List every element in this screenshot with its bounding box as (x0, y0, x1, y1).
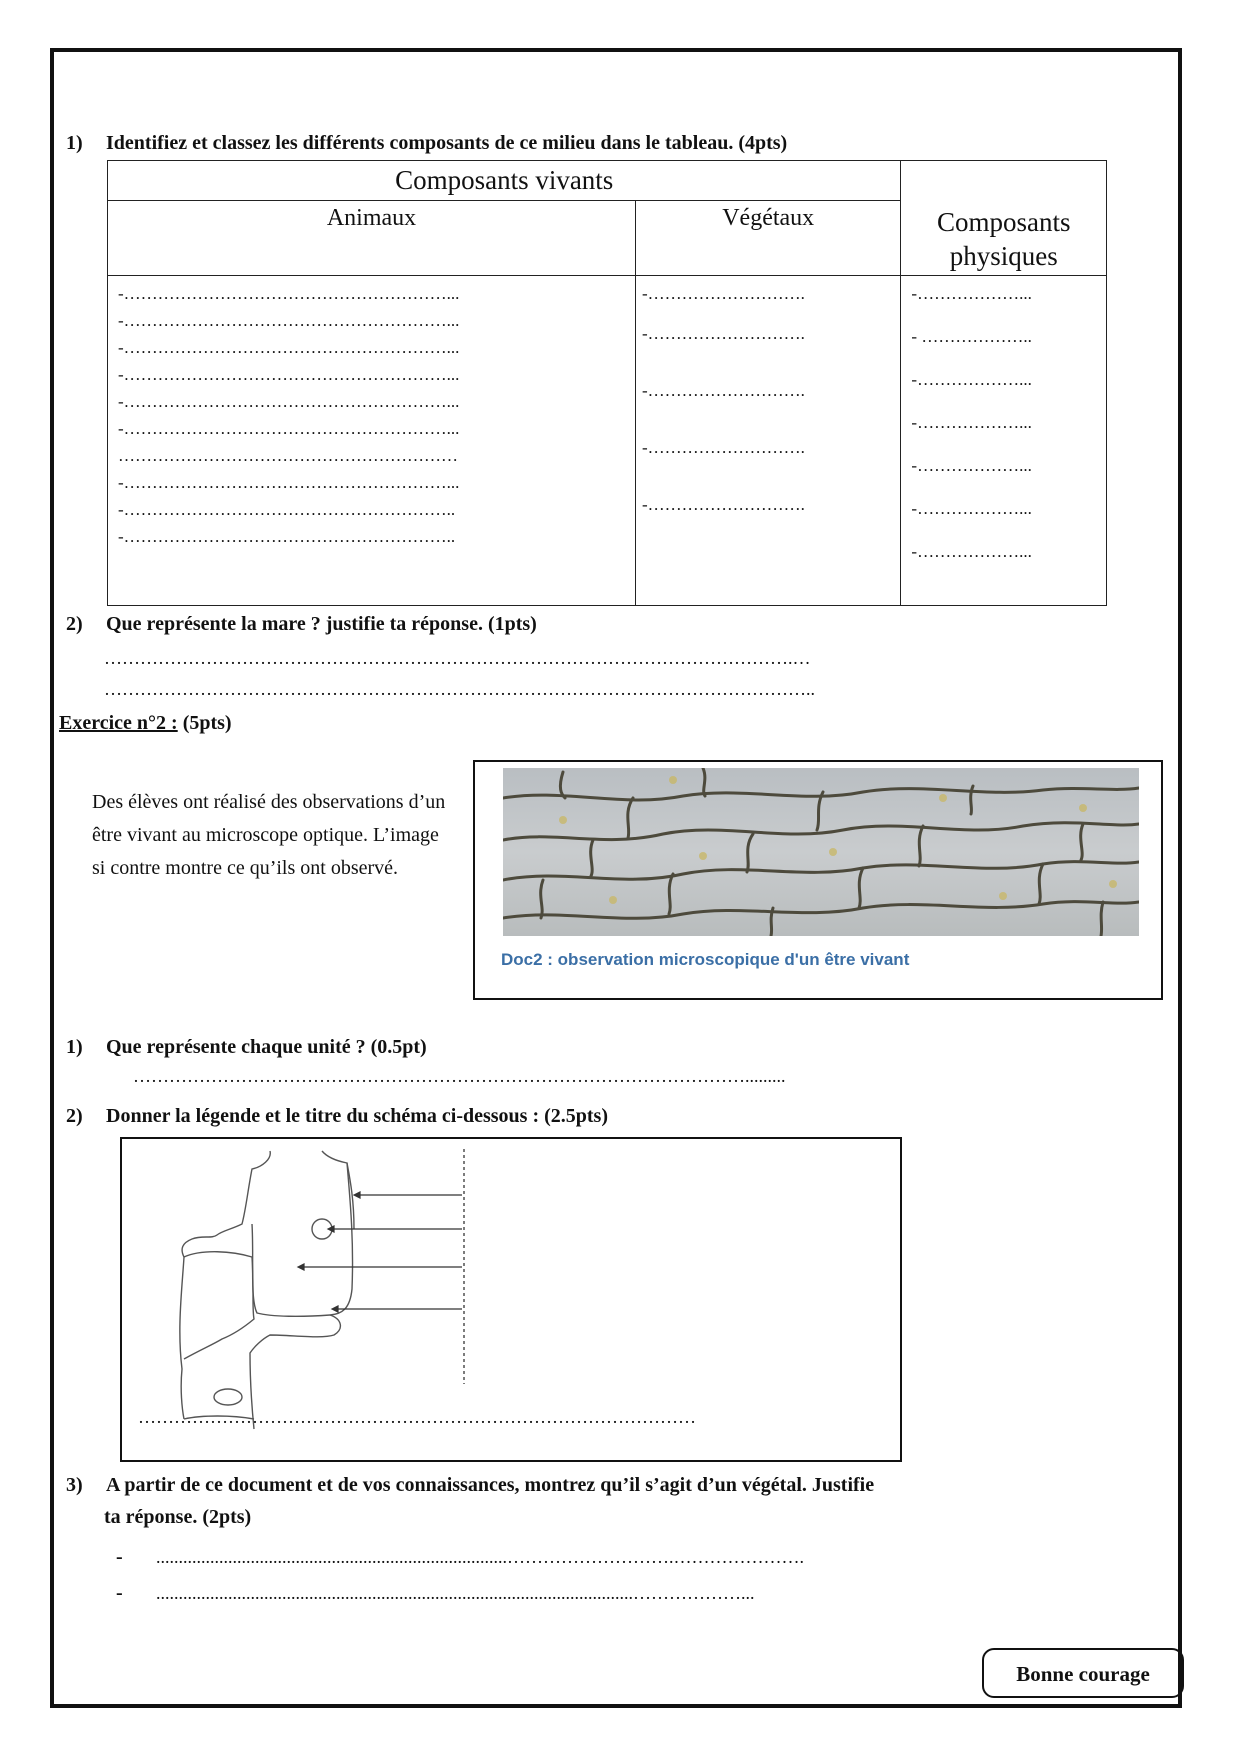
question-1 (66, 132, 787, 155)
answer-line: -………………………. (641, 381, 805, 400)
answer-line[interactable]: ..............................................................................……………………….…………………. (156, 1547, 804, 1567)
answer-line: -………………………………………………….. (118, 500, 456, 519)
cell-diagram-box (120, 1137, 902, 1462)
diagram-title-line[interactable]: ………………………………………………………………………………… (138, 1407, 696, 1427)
components-table (107, 160, 1107, 606)
exercise-2-question-3 (66, 1474, 874, 1497)
answer-line: -…………………………………………………... (118, 365, 460, 384)
doc2-caption: Doc2 : observation microscopique d'un être vivant (501, 950, 910, 969)
answer-line[interactable]: …………………………………………………………………………………………………….… (104, 648, 811, 668)
answer-line: - ……………….. (911, 327, 1032, 346)
plants-header: Végétaux (635, 201, 900, 276)
intro-text: Des élèves ont réalisé des observations d’un être vivant au microscope optique. L’image si contre montre ce qu’ils ont observé. (92, 791, 446, 879)
answer-line: -………………... (911, 284, 1032, 303)
question-number: 3) (66, 1474, 83, 1496)
answer-line: -………………... (911, 542, 1032, 561)
closing-message: Bonne courage (982, 1648, 1184, 1698)
doc2-figure (473, 760, 1163, 1000)
question-number: 1) (66, 1036, 83, 1058)
answer-line: -…………………………………………………... (118, 338, 460, 357)
exercise-label: Exercice n°2 : (59, 712, 178, 734)
answer-line: -………………... (911, 499, 1032, 518)
question-number: 2) (66, 613, 83, 635)
onion-cells-drawing (503, 768, 1139, 936)
physical-header-text: Composants physiques (936, 207, 1071, 271)
answer-line: -………………... (911, 370, 1032, 389)
animals-cell[interactable] (108, 276, 636, 606)
physical-header (901, 161, 1107, 276)
question-number: 1) (66, 132, 83, 154)
plants-cell[interactable] (635, 276, 900, 606)
answer-line: -…………………………………………………... (118, 419, 460, 438)
answer-line[interactable]: ……………………………………………………………………………………………………….. (104, 679, 815, 699)
answer-line: -…………………………………………………... (118, 311, 460, 330)
answer-line: -…………………………………………………... (118, 392, 460, 411)
answer-line: -………………………. (641, 438, 805, 457)
answer-line: -………………... (911, 413, 1032, 432)
living-header: Composants vivants (108, 161, 901, 201)
answer-line: -………………………. (641, 495, 805, 514)
answer-line: -………………………. (641, 284, 805, 303)
physical-cell[interactable] (901, 276, 1107, 606)
answer-line: -………………………. (641, 324, 805, 343)
answer-line[interactable]: ..........................................................................................................………………... (156, 1583, 755, 1603)
bullet: - (116, 1582, 123, 1604)
question-text: A partir de ce document et de vos connaissances, montrez qu’il s’agit d’un végétal. Justifie (106, 1474, 875, 1496)
question-number: 2) (66, 1105, 83, 1127)
microscope-image (503, 768, 1139, 936)
question-2 (66, 613, 537, 636)
question-text: Que représente la mare ? justifie ta réponse. (1pts) (106, 613, 537, 635)
question-text: Identifiez et classez les différents composants de ce milieu dans le tableau. (4pts) (106, 132, 788, 154)
question-text: Donner la légende et le titre du schéma ci-dessous : (2.5pts) (106, 1105, 608, 1127)
exercise-2-title (59, 712, 232, 735)
exercise-2-question-1 (66, 1036, 427, 1059)
answer-line: -………………... (911, 456, 1032, 475)
question-text-continued: ta réponse. (2pts) (104, 1506, 252, 1528)
question-text: Que représente chaque unité ? (0.5pt) (106, 1036, 427, 1058)
answer-line: -…………………………………………………... (118, 473, 460, 492)
bullet: - (116, 1546, 123, 1568)
exercise-points: (5pts) (177, 712, 232, 734)
answer-line: -………………………………………………….. (118, 527, 456, 546)
exercise-2-question-2 (66, 1105, 608, 1128)
animals-header: Animaux (108, 201, 636, 276)
answer-line: …………………………………………………… (118, 446, 458, 465)
answer-line[interactable]: …………………………………………………………………………………………......... (133, 1066, 786, 1086)
answer-line: -…………………………………………………... (118, 284, 460, 303)
